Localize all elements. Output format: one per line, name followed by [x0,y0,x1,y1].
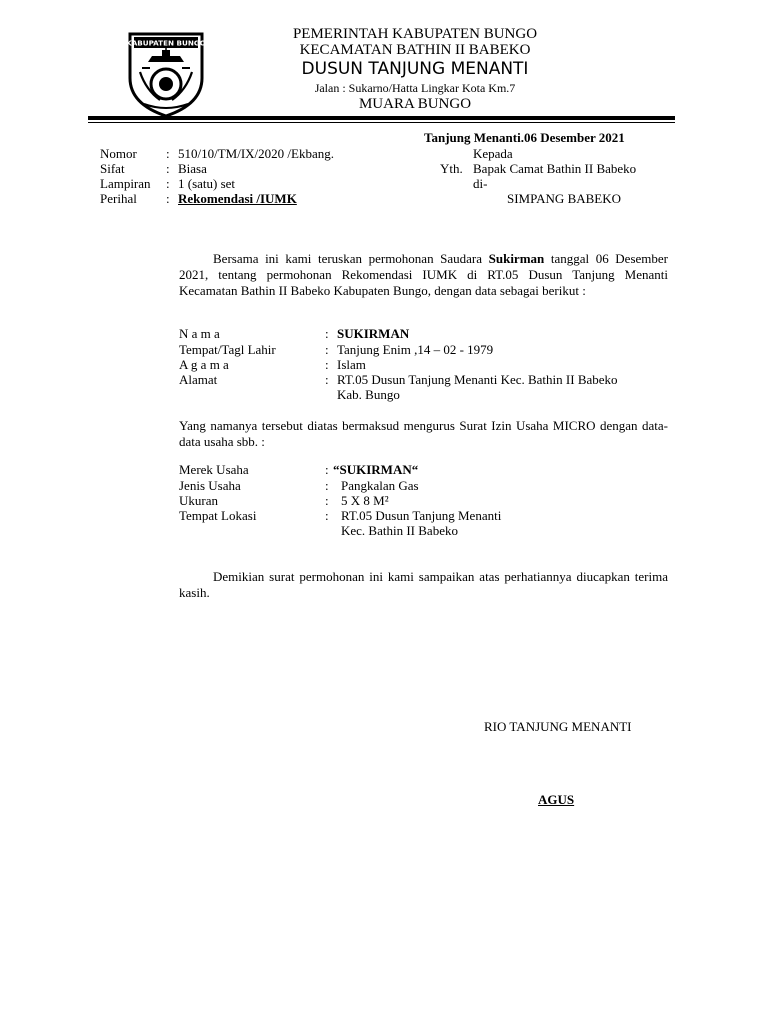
nomor-colon: : [166,146,170,161]
jenis-value: Pangkalan Gas [341,478,419,493]
nama-colon: : [325,326,329,341]
agama-colon: : [325,357,329,372]
alamat-value-line1: RT.05 Dusun Tanjung Menanti Kec. Bathin II Babeko [337,372,618,387]
lokasi-label: Tempat Lokasi [179,508,257,523]
paragraph-intro-after: tanggal 06 Desember 2021, tentang permohonan Rekomendasi IUMK di RT.05 Dusun Tanjung Menanti Kecamatan Bathin II Babeko Kabupaten Bungo, dengan data sebagai berikut : [179,251,668,298]
lokasi-colon: : [325,508,329,523]
signature-title: RIO TANJUNG MENANTI [484,719,632,734]
nomor-value: 510/10/TM/IX/2020 /Ekbang. [178,146,334,161]
sifat-value: Biasa [178,161,207,176]
perihal-value: Rekomendasi /IUMK [178,191,297,206]
agama-label: A g a m a [179,357,229,372]
recipient-kepada: Kepada [473,146,513,161]
lokasi-value-line1: RT.05 Dusun Tanjung Menanti [341,508,502,523]
paragraph-intro-before: Bersama ini kami teruskan permohonan Saudara [213,251,489,266]
perihal-colon: : [166,191,170,206]
paragraph-business-intro: Yang namanya tersebut diatas bermaksud mengurus Surat Izin Usaha MICRO dengan data-data usaha sbb. : [179,418,668,449]
letterhead-divider-thick [88,116,675,120]
nomor-label: Nomor [100,146,137,161]
nama-label: N a m a [179,326,220,341]
paragraph-intro [179,251,668,299]
letterhead-divider-thin [88,122,675,123]
signature-name: AGUS [538,792,575,807]
sifat-colon: : [166,161,170,176]
letter-date: Tanjung Menanti.06 Desember 2021 [424,130,625,145]
ttl-value: Tanjung Enim ,14 – 02 - 1979 [337,342,494,357]
lampiran-value: 1 (satu) set [178,176,236,191]
merek-value: “SUKIRMAN“ [333,462,419,477]
ttl-label: Tempat/Tagl Lahir [179,342,276,357]
letterhead-city: MUARA BUNGO [358,96,472,112]
recipient-name: Bapak Camat Bathin II Babeko [473,161,637,176]
paragraph-closing: Demikian surat permohonan ini kami sampaikan atas perhatiannya diucapkan terima kasih. [179,569,668,600]
alamat-colon: : [325,372,329,387]
svg-text:KABUPATEN BUNGO: KABUPATEN BUNGO [126,38,206,48]
lampiran-label: Lampiran [100,176,151,191]
recipient-place: SIMPANG BABEKO [507,191,622,206]
letterhead-government: PEMERINTAH KABUPATEN BUNGO [292,26,538,42]
sifat-label: Sifat [100,161,125,176]
ttl-colon: : [325,342,329,357]
alamat-value-line2: Kab. Bungo [337,387,400,402]
alamat-label: Alamat [179,372,218,387]
ukuran-label: Ukuran [179,493,218,508]
merek-colon: : [325,462,329,477]
kabupaten-bungo-emblem [124,28,208,120]
perihal-label: Perihal [100,191,137,206]
agama-value: Islam [337,357,366,372]
jenis-label: Jenis Usaha [179,478,241,493]
ukuran-value: 5 X 8 M² [341,493,389,508]
letterhead-district: KECAMATAN BATHIN II BABEKO [299,42,531,58]
lampiran-colon: : [166,176,170,191]
applicant-name-inline: Sukirman [488,251,545,266]
letterhead-village: DUSUN TANJUNG MENANTI [301,59,529,79]
jenis-colon: : [325,478,329,493]
nama-value: SUKIRMAN [337,326,410,341]
ukuran-colon: : [325,493,329,508]
lokasi-value-line2: Kec. Bathin II Babeko [341,523,458,538]
merek-label: Merek Usaha [179,462,249,477]
recipient-yth: Yth. [440,161,463,176]
letterhead-address: Jalan : Sukarno/Hatta Lingkar Kota Km.7 [314,81,516,95]
recipient-di: di- [473,176,488,191]
